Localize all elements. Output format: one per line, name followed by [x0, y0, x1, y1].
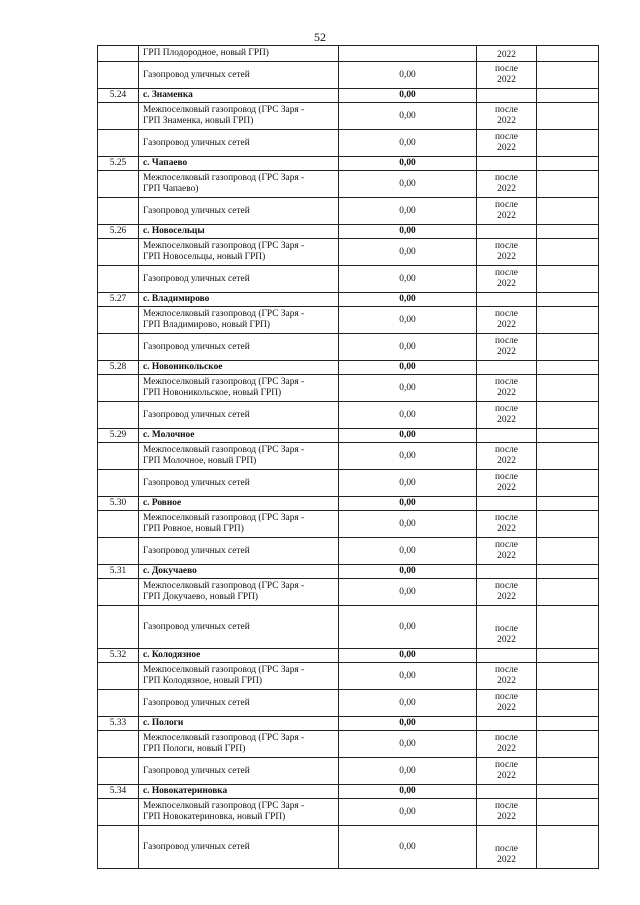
settlement-total-cell: 0,00	[339, 429, 477, 443]
term-line-1: после	[495, 760, 518, 770]
object-name-cell: Газопровод уличных сетей	[139, 826, 339, 869]
extra-cell	[537, 579, 599, 606]
settlement-row	[98, 565, 599, 579]
term-line-1: после	[495, 105, 518, 115]
extra-cell	[537, 470, 599, 497]
value-cell: 0,00	[339, 663, 477, 690]
settlement-name-cell: с. Ровное	[139, 497, 339, 511]
row-number-cell	[98, 470, 139, 497]
row-number-cell	[98, 103, 139, 130]
page-number: 52	[314, 30, 326, 44]
settlement-total-cell: 0,00	[339, 565, 477, 579]
object-name-cell	[139, 511, 339, 538]
inter-settlement-pipeline-row	[98, 171, 599, 198]
row-number-cell	[98, 239, 139, 266]
extra-cell	[537, 62, 599, 89]
term-line-2: 2022	[497, 703, 516, 713]
settlement-total-cell: 0,00	[339, 361, 477, 375]
street-network-row	[98, 606, 599, 649]
value-cell: 0,00	[339, 402, 477, 429]
value-cell: 0,00	[339, 334, 477, 361]
term-line-1: после	[495, 132, 518, 142]
term-cell	[477, 307, 537, 334]
extra-cell	[537, 538, 599, 565]
term-cell	[477, 361, 537, 375]
term-line-2: 2022	[497, 812, 516, 822]
object-name-cell	[139, 239, 339, 266]
street-network-row	[98, 198, 599, 225]
term-line-2: 2022	[497, 855, 516, 865]
row-number-cell	[98, 62, 139, 89]
table-row	[98, 62, 599, 89]
row-number-cell	[98, 198, 139, 225]
term-cell	[477, 103, 537, 130]
object-name-line-1: Межпоселковый газопровод (ГРС Заря -	[143, 733, 305, 743]
object-name-line-2: ГРП Новосельцы, новый ГРП)	[143, 252, 266, 262]
extra-cell	[537, 89, 599, 103]
settlement-total-cell: 0,00	[339, 717, 477, 731]
settlement-total-cell: 0,00	[339, 293, 477, 307]
value-cell: 0,00	[339, 103, 477, 130]
term-line-2: 2022	[497, 279, 516, 289]
term-line-2: 2022	[497, 143, 516, 153]
table-body	[98, 46, 599, 869]
extra-cell	[537, 225, 599, 239]
value-cell: 0,00	[339, 731, 477, 758]
extra-cell	[537, 565, 599, 579]
settlement-row	[98, 497, 599, 511]
extra-cell	[537, 799, 599, 826]
row-number-cell	[98, 826, 139, 869]
term-cell	[477, 663, 537, 690]
row-number-cell	[98, 606, 139, 649]
term-line-1: после	[495, 581, 518, 591]
value-cell	[339, 46, 477, 62]
term-line-1: после	[495, 241, 518, 251]
inter-settlement-pipeline-row	[98, 663, 599, 690]
row-number-cell: 5.24	[98, 89, 139, 103]
object-name-cell: ГРП Плодородное, новый ГРП)	[139, 46, 339, 62]
object-name-cell	[139, 663, 339, 690]
term-line-2: 2022	[497, 483, 516, 493]
term-line-2: 2022	[497, 744, 516, 754]
extra-cell	[537, 334, 599, 361]
extra-cell	[537, 717, 599, 731]
term-line-2: 2022	[497, 320, 516, 330]
value-cell: 0,00	[339, 690, 477, 717]
term-cell	[477, 130, 537, 157]
settlement-row	[98, 157, 599, 171]
object-name-line-2: ГРП Молочное, новый ГРП)	[143, 456, 257, 466]
row-number-cell: 5.26	[98, 225, 139, 239]
row-number-cell: 5.31	[98, 565, 139, 579]
term-line-1: после	[495, 844, 518, 854]
term-cell	[477, 239, 537, 266]
value-cell: 0,00	[339, 239, 477, 266]
term-line-1: после	[495, 404, 518, 414]
value-cell: 0,00	[339, 579, 477, 606]
term-cell	[477, 334, 537, 361]
term-line-1: после	[495, 801, 518, 811]
term-cell	[477, 649, 537, 663]
extra-cell	[537, 826, 599, 869]
street-network-row	[98, 470, 599, 497]
term-line-1: после	[495, 200, 518, 210]
extra-cell	[537, 663, 599, 690]
term-line-1: после	[495, 540, 518, 550]
value-cell: 0,00	[339, 799, 477, 826]
extra-cell	[537, 785, 599, 799]
object-name-cell: Газопровод уличных сетей	[139, 130, 339, 157]
object-name-cell: Газопровод уличных сетей	[139, 758, 339, 785]
settlement-name-cell: с. Новосельцы	[139, 225, 339, 239]
row-number-cell	[98, 579, 139, 606]
extra-cell	[537, 649, 599, 663]
object-name-line-1: Межпоселковый газопровод (ГРС Заря -	[143, 377, 305, 387]
term-cell	[477, 62, 537, 89]
street-network-row	[98, 130, 599, 157]
term-line-2: 2022	[497, 211, 516, 221]
term-line-1: после	[495, 336, 518, 346]
extra-cell	[537, 307, 599, 334]
gas-pipeline-table	[97, 45, 599, 869]
row-number-cell: 5.25	[98, 157, 139, 171]
term-cell	[477, 758, 537, 785]
object-name-line-2: ГРП Колодязное, новый ГРП)	[143, 676, 262, 686]
settlement-row	[98, 785, 599, 799]
extra-cell	[537, 731, 599, 758]
row-number-cell	[98, 334, 139, 361]
term-cell	[477, 171, 537, 198]
settlement-total-cell: 0,00	[339, 497, 477, 511]
extra-cell	[537, 103, 599, 130]
extra-cell	[537, 443, 599, 470]
term-line-2: 2022	[497, 388, 516, 398]
term-line-1: после	[495, 173, 518, 183]
value-cell: 0,00	[339, 826, 477, 869]
inter-settlement-pipeline-row	[98, 103, 599, 130]
term-line-1: после	[495, 445, 518, 455]
row-number-cell	[98, 731, 139, 758]
object-name-cell	[139, 731, 339, 758]
settlement-name-cell: с. Молочное	[139, 429, 339, 443]
street-network-row	[98, 334, 599, 361]
settlement-row	[98, 293, 599, 307]
term-cell	[477, 799, 537, 826]
row-number-cell: 5.32	[98, 649, 139, 663]
object-name-cell: Газопровод уличных сетей	[139, 470, 339, 497]
street-network-row	[98, 538, 599, 565]
object-name-line-1: Межпоселковый газопровод (ГРС Заря -	[143, 581, 305, 591]
term-cell	[477, 511, 537, 538]
object-name-cell: Газопровод уличных сетей	[139, 266, 339, 293]
extra-cell	[537, 758, 599, 785]
object-name-line-1: Межпоселковый газопровод (ГРС Заря -	[143, 309, 305, 319]
object-name-line-2: ГРП Новокатериновка, новый ГРП)	[143, 812, 286, 822]
term-line-1: после	[495, 268, 518, 278]
term-line-1: после	[495, 624, 518, 634]
settlement-name-cell: с. Новоникольское	[139, 361, 339, 375]
term-cell: 2022	[477, 46, 537, 62]
term-line-2: 2022	[497, 347, 516, 357]
row-number-cell	[98, 690, 139, 717]
inter-settlement-pipeline-row	[98, 375, 599, 402]
row-number-cell	[98, 758, 139, 785]
settlement-row	[98, 649, 599, 663]
settlement-name-cell: с. Чапаево	[139, 157, 339, 171]
row-number-cell: 5.34	[98, 785, 139, 799]
object-name-line-1: Межпоселковый газопровод (ГРС Заря -	[143, 665, 305, 675]
object-name-cell	[139, 443, 339, 470]
term-line-2: 2022	[497, 551, 516, 561]
term-line-1: после	[495, 692, 518, 702]
row-number-cell: 5.33	[98, 717, 139, 731]
object-name-cell: Газопровод уличных сетей	[139, 606, 339, 649]
extra-cell	[537, 690, 599, 717]
object-name-line-1: Межпоселковый газопровод (ГРС Заря -	[143, 801, 305, 811]
term-cell	[477, 717, 537, 731]
extra-cell	[537, 171, 599, 198]
value-cell: 0,00	[339, 443, 477, 470]
value-cell: 0,00	[339, 171, 477, 198]
term-line-1: после	[495, 513, 518, 523]
object-name-line-1: Межпоселковый газопровод (ГРС Заря -	[143, 445, 305, 455]
row-number-cell	[98, 443, 139, 470]
term-line-2: 2022	[497, 415, 516, 425]
term-cell	[477, 225, 537, 239]
extra-cell	[537, 497, 599, 511]
settlement-name-cell: с. Колодязное	[139, 649, 339, 663]
object-name-cell	[139, 579, 339, 606]
value-cell: 0,00	[339, 758, 477, 785]
term-line-2: 2022	[497, 524, 516, 534]
street-network-row	[98, 402, 599, 429]
value-cell: 0,00	[339, 130, 477, 157]
term-cell	[477, 690, 537, 717]
term-cell	[477, 538, 537, 565]
term-line-2: 2022	[497, 75, 516, 85]
settlement-total-cell: 0,00	[339, 785, 477, 799]
value-cell: 0,00	[339, 511, 477, 538]
value-cell: 0,00	[339, 307, 477, 334]
settlement-row	[98, 429, 599, 443]
term-cell	[477, 402, 537, 429]
inter-settlement-pipeline-row	[98, 731, 599, 758]
term-cell	[477, 157, 537, 171]
term-line-1: после	[495, 309, 518, 319]
value-cell: 0,00	[339, 198, 477, 225]
object-name-cell: Газопровод уличных сетей	[139, 402, 339, 429]
row-number-cell	[98, 307, 139, 334]
street-network-row	[98, 758, 599, 785]
term-cell	[477, 470, 537, 497]
object-name-cell: Газопровод уличных сетей	[139, 62, 339, 89]
object-name-line-2: ГРП Ровное, новый ГРП)	[143, 524, 244, 534]
inter-settlement-pipeline-row	[98, 511, 599, 538]
row-number-cell: 5.29	[98, 429, 139, 443]
object-name-line-2: ГРП Пологи, новый ГРП)	[143, 744, 246, 754]
object-name-line-2: ГРП Владимирово, новый ГРП)	[143, 320, 271, 330]
term-line-2: 2022	[497, 184, 516, 194]
extra-cell	[537, 606, 599, 649]
term-cell	[477, 198, 537, 225]
row-number-cell	[98, 799, 139, 826]
table-row	[98, 46, 599, 62]
term-cell	[477, 579, 537, 606]
object-name-cell: Газопровод уличных сетей	[139, 538, 339, 565]
term-line-2: 2022	[497, 635, 516, 645]
row-number-cell	[98, 375, 139, 402]
term-line-2: 2022	[497, 676, 516, 686]
extra-cell	[537, 266, 599, 293]
object-name-line-1: Межпоселковый газопровод (ГРС Заря -	[143, 513, 305, 523]
extra-cell	[537, 511, 599, 538]
row-number-cell	[98, 663, 139, 690]
extra-cell	[537, 429, 599, 443]
value-cell: 0,00	[339, 470, 477, 497]
object-name-cell: Газопровод уличных сетей	[139, 198, 339, 225]
term-cell	[477, 731, 537, 758]
object-name-cell	[139, 103, 339, 130]
settlement-name-cell: с. Владимирово	[139, 293, 339, 307]
extra-cell	[537, 46, 599, 62]
object-name-cell	[139, 307, 339, 334]
settlement-total-cell: 0,00	[339, 89, 477, 103]
extra-cell	[537, 239, 599, 266]
row-number-cell	[98, 266, 139, 293]
term-line-1: после	[495, 733, 518, 743]
settlement-name-cell: с. Докучаево	[139, 565, 339, 579]
settlement-total-cell: 0,00	[339, 225, 477, 239]
object-name-cell	[139, 171, 339, 198]
value-cell: 0,00	[339, 538, 477, 565]
row-number-cell	[98, 402, 139, 429]
object-name-cell	[139, 799, 339, 826]
extra-cell	[537, 198, 599, 225]
inter-settlement-pipeline-row	[98, 239, 599, 266]
settlement-name-cell: с. Новокатериновка	[139, 785, 339, 799]
row-number-cell: 5.27	[98, 293, 139, 307]
object-name-line-1: Межпоселковый газопровод (ГРС Заря -	[143, 105, 305, 115]
term-line-1: после	[495, 377, 518, 387]
inter-settlement-pipeline-row	[98, 307, 599, 334]
term-cell	[477, 293, 537, 307]
settlement-row	[98, 89, 599, 103]
street-network-row	[98, 826, 599, 869]
settlement-row	[98, 225, 599, 239]
term-cell	[477, 826, 537, 869]
inter-settlement-pipeline-row	[98, 443, 599, 470]
extra-cell	[537, 361, 599, 375]
object-name-cell	[139, 375, 339, 402]
object-name-cell: Газопровод уличных сетей	[139, 690, 339, 717]
term-line-2: 2022	[497, 252, 516, 262]
street-network-row	[98, 690, 599, 717]
object-name-line-2: ГРП Чапаево)	[143, 184, 199, 194]
settlement-total-cell: 0,00	[339, 157, 477, 171]
settlement-name-cell: с. Знаменка	[139, 89, 339, 103]
term-cell	[477, 429, 537, 443]
object-name-line-2: ГРП Знаменка, новый ГРП)	[143, 116, 254, 126]
row-number-cell	[98, 538, 139, 565]
term-line-2: 2022	[497, 116, 516, 126]
term-line-2: 2022	[497, 771, 516, 781]
term-cell	[477, 89, 537, 103]
term-line-2: 2022	[497, 592, 516, 602]
row-number-cell	[98, 46, 139, 62]
object-name-cell: Газопровод уличных сетей	[139, 334, 339, 361]
term-cell	[477, 497, 537, 511]
row-number-cell	[98, 130, 139, 157]
value-cell: 0,00	[339, 606, 477, 649]
settlement-row	[98, 717, 599, 731]
extra-cell	[537, 402, 599, 429]
extra-cell	[537, 293, 599, 307]
inter-settlement-pipeline-row	[98, 799, 599, 826]
object-name-line-2: ГРП Докучаево, новый ГРП)	[143, 592, 259, 602]
term-cell	[477, 785, 537, 799]
extra-cell	[537, 157, 599, 171]
value-cell: 0,00	[339, 62, 477, 89]
extra-cell	[537, 130, 599, 157]
term-cell	[477, 443, 537, 470]
extra-cell	[537, 375, 599, 402]
row-number-cell	[98, 171, 139, 198]
inter-settlement-pipeline-row	[98, 579, 599, 606]
value-cell: 0,00	[339, 375, 477, 402]
term-cell	[477, 565, 537, 579]
street-network-row	[98, 266, 599, 293]
value-cell: 0,00	[339, 266, 477, 293]
row-number-cell	[98, 511, 139, 538]
settlement-total-cell: 0,00	[339, 649, 477, 663]
term-line-1: после	[495, 665, 518, 675]
term-line-2: 2022	[497, 456, 516, 466]
row-number-cell: 5.30	[98, 497, 139, 511]
term-cell	[477, 375, 537, 402]
term-cell	[477, 606, 537, 649]
term-line-1: после	[495, 64, 518, 74]
term-line-1: после	[495, 472, 518, 482]
row-number-cell: 5.28	[98, 361, 139, 375]
object-name-line-2: ГРП Новоникольское, новый ГРП)	[143, 388, 282, 398]
object-name-line-1: Межпоселковый газопровод (ГРС Заря -	[143, 241, 305, 251]
term-cell	[477, 266, 537, 293]
settlement-row	[98, 361, 599, 375]
object-name-line-1: Межпоселковый газопровод (ГРС Заря -	[143, 173, 305, 183]
settlement-name-cell: с. Пологи	[139, 717, 339, 731]
